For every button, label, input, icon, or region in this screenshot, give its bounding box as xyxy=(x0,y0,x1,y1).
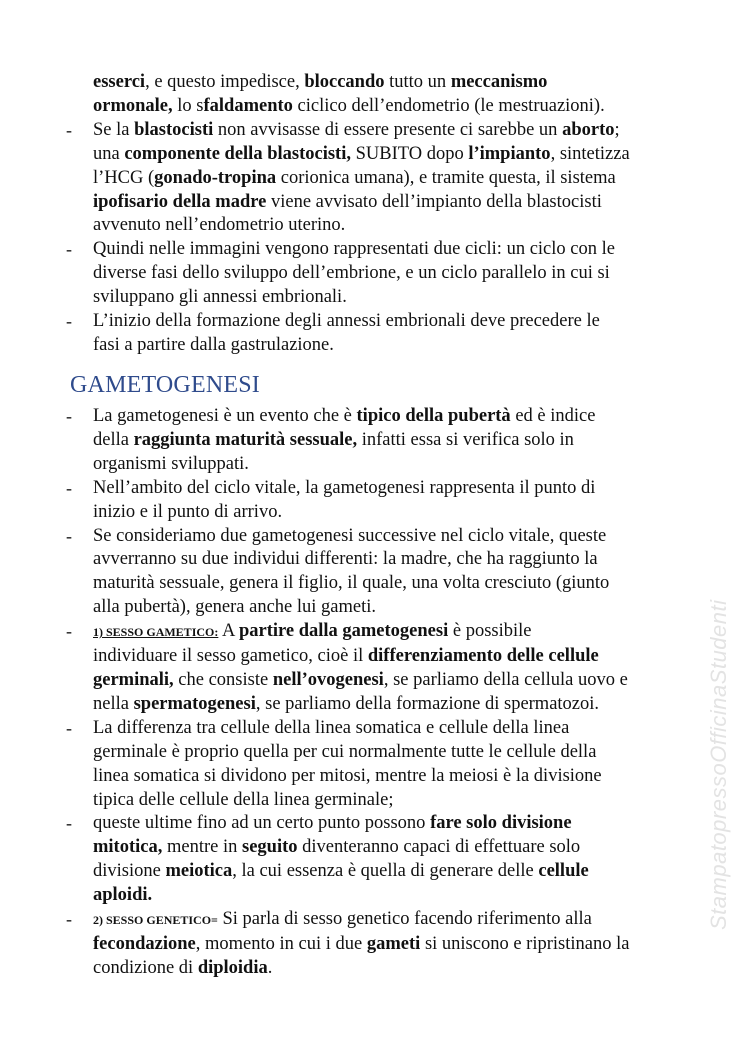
text-line xyxy=(93,405,706,429)
text-line xyxy=(93,548,706,572)
text-span: che consiste xyxy=(173,669,273,690)
dash-bullet-icon: - xyxy=(66,119,72,140)
bullet-item xyxy=(66,620,706,717)
text-span: una xyxy=(93,143,125,164)
text-span: fasi a partire dalla gastrulazione. xyxy=(93,334,334,355)
paragraph-block-intro xyxy=(66,71,706,358)
bold-text: partire dalla gametogenesi xyxy=(238,621,449,642)
text-line xyxy=(93,143,706,167)
dash-bullet-icon: - xyxy=(66,717,72,738)
dash-bullet-icon: - xyxy=(66,621,72,642)
dash-bullet-icon: - xyxy=(66,406,72,426)
text-span: , momento in cui i due xyxy=(195,933,367,954)
text-span: Se la xyxy=(93,119,135,140)
text-span: maturità sessuale, genera il figlio, il quale, una volta cresciuto (giunto xyxy=(93,573,610,594)
bold-text: bloccando xyxy=(304,72,385,92)
text-span: A xyxy=(218,621,239,642)
text-span: avvenuto nell’endometrio uterino. xyxy=(93,215,346,236)
bold-text: diploidia xyxy=(197,957,268,978)
bullet-item xyxy=(66,812,706,908)
text-span: L’inizio della formazione degli annessi embrionali deve precedere le xyxy=(93,311,600,332)
text-span: , e questo impedisce, xyxy=(145,72,305,92)
text-line xyxy=(93,262,706,286)
text-line xyxy=(93,572,706,596)
bold-text: l’impianto xyxy=(468,143,551,164)
text-line xyxy=(93,620,706,645)
text-span: inizio e il punto di arrivo. xyxy=(93,501,283,522)
text-line xyxy=(93,693,706,717)
text-span: La differenza tra cellule della linea somatica e cellule della linea xyxy=(93,717,570,738)
text-line xyxy=(93,429,706,453)
bold-text: gameti xyxy=(366,933,421,954)
bold-text: esserci xyxy=(93,72,146,92)
bold-text: blastocisti xyxy=(134,119,214,140)
text-span: germinale è proprio quella per cui normalmente tutte le cellule della xyxy=(93,741,597,762)
bullet-item xyxy=(66,908,706,981)
dash-bullet-icon: - xyxy=(66,239,72,260)
bullet-item xyxy=(66,310,706,358)
bullet-item xyxy=(66,717,706,813)
text-span: infatti essa si verifica solo in xyxy=(357,429,574,450)
text-line xyxy=(93,310,706,334)
text-line xyxy=(93,860,706,884)
bold-text: ipofisario della madre xyxy=(93,191,267,212)
bold-text: fecondazione xyxy=(93,933,196,954)
text-line xyxy=(93,286,706,310)
bold-text: nell’ovogenesi xyxy=(272,669,384,690)
text-span: queste ultime fino ad un certo punto possono xyxy=(93,813,431,834)
dash-bullet-icon: - xyxy=(66,311,72,332)
text-line xyxy=(93,95,706,119)
text-span: l’HCG ( xyxy=(93,167,155,188)
bold-text: tipico della pubertà xyxy=(356,406,511,426)
text-span: tipica delle cellule della linea germinale; xyxy=(93,789,394,810)
text-span: SUBITO dopo xyxy=(350,143,469,164)
text-line xyxy=(93,884,706,908)
bold-text: aborto xyxy=(562,119,615,140)
text-line xyxy=(93,501,706,525)
text-span: organismi sviluppati. xyxy=(93,453,249,474)
bold-text: germinali, xyxy=(93,669,174,690)
text-line xyxy=(93,741,706,765)
text-line xyxy=(93,645,706,669)
bold-text: meccanismo xyxy=(450,72,548,92)
text-span: divisione xyxy=(93,861,166,882)
text-span: . xyxy=(267,957,273,978)
text-line xyxy=(93,71,706,95)
text-span: linea somatica si dividono per mitosi, mentre la meiosi è la divisione xyxy=(93,765,602,786)
text-span: , la cui essenza è quella di generare delle xyxy=(232,861,539,882)
bold-text: raggiunta maturità sessuale, xyxy=(133,429,358,450)
bullet-item xyxy=(66,119,706,239)
dash-bullet-icon: - xyxy=(66,813,72,834)
text-span: , se parliamo della formazione di spermatozoi. xyxy=(255,693,600,714)
bold-text: meiotica xyxy=(165,861,233,882)
text-line xyxy=(93,525,706,549)
bold-text: gonado-tropina xyxy=(154,167,277,188)
text-span: ; xyxy=(614,119,620,140)
bullet-item xyxy=(66,405,706,477)
text-span: La gametogenesi è un evento che è xyxy=(93,406,357,426)
text-span: è possibile xyxy=(448,621,532,642)
text-span: sviluppano gli annessi embrionali. xyxy=(93,287,347,308)
text-span: , se parliamo della cellula uovo e xyxy=(383,669,628,690)
bold-text: seguito xyxy=(242,837,298,858)
text-span: ciclico dell’endometrio (le mestruazioni). xyxy=(292,95,605,116)
text-line xyxy=(93,765,706,789)
text-span: tutto un xyxy=(384,72,451,92)
text-line xyxy=(93,596,706,620)
bullet-item xyxy=(66,238,706,310)
bold-text: fare solo divisione xyxy=(430,813,572,834)
text-span: condizione di xyxy=(93,957,198,978)
text-line xyxy=(93,789,706,813)
text-span: diventeranno capaci di effettuare solo xyxy=(297,837,581,858)
bold-text: spermatogenesi xyxy=(133,693,256,714)
text-span: Se consideriamo due gametogenesi successive nel ciclo vitale, queste xyxy=(93,525,607,546)
text-span: Nell’ambito del ciclo vitale, la gametogenesi rappresenta il punto di xyxy=(93,477,596,498)
text-line xyxy=(93,812,706,836)
bullet-item xyxy=(66,525,706,621)
paragraph-block-gametogenesi xyxy=(66,405,706,981)
bold-text: aploidi. xyxy=(93,885,153,906)
text-span: , sintetizza xyxy=(550,143,630,164)
bold-text: ormonale, xyxy=(93,95,173,116)
text-line xyxy=(93,669,706,693)
text-line xyxy=(93,191,706,215)
text-line xyxy=(93,836,706,860)
text-line xyxy=(93,214,706,238)
text-span: Si parla di sesso genetico facendo riferimento alla xyxy=(217,909,592,930)
text-span: corionica umana), e tramite questa, il sistema xyxy=(276,167,616,188)
text-line xyxy=(93,477,706,501)
bold-text: cellule xyxy=(538,861,589,882)
text-line xyxy=(93,119,706,143)
text-span: nella xyxy=(93,693,134,714)
section-label: 1) SESSO GAMETICO: xyxy=(93,625,219,640)
dash-bullet-icon: - xyxy=(66,477,72,498)
text-span: alla pubertà), genera anche lui gameti. xyxy=(93,597,377,618)
section-heading-gametogenesi: GAMETOGENESI xyxy=(70,372,260,398)
text-span: Quindi nelle immagini vengono rappresentati due cicli: un ciclo con le xyxy=(93,239,615,260)
dash-bullet-icon: - xyxy=(66,525,72,546)
text-span: diverse fasi dello sviluppo dell’embrione, e un ciclo parallelo in cui si xyxy=(93,263,610,284)
text-line xyxy=(93,908,706,933)
bold-text: faldamento xyxy=(203,95,293,116)
text-line xyxy=(93,717,706,741)
text-line xyxy=(93,957,706,981)
text-line xyxy=(93,453,706,477)
dash-bullet-icon: - xyxy=(66,909,72,930)
watermark: StampatopressoOfficinaStudenti xyxy=(706,599,731,930)
bold-text: componente della blastocisti, xyxy=(124,143,351,164)
bullet-item xyxy=(66,477,706,525)
text-span: ed è indice xyxy=(510,406,596,426)
bold-text: differenziamento delle cellule xyxy=(367,646,599,667)
text-span: lo s xyxy=(172,95,204,116)
text-span: della xyxy=(93,429,134,450)
paragraph-continuation xyxy=(66,71,706,119)
text-line xyxy=(93,334,706,358)
text-span: mentre in xyxy=(162,837,242,858)
bold-text: mitotica, xyxy=(93,837,163,858)
text-span: avverranno su due individui differenti: la madre, che ha raggiunto la xyxy=(93,549,598,570)
text-span: individuare il sesso gametico, cioè il xyxy=(93,646,368,667)
text-span: non avvisasse di essere presente ci sarebbe un xyxy=(213,119,563,140)
text-span: viene avvisato dell’impianto della blastocisti xyxy=(266,191,602,212)
text-line xyxy=(93,167,706,191)
text-line xyxy=(93,238,706,262)
section-label: 2) SESSO GENETICO= xyxy=(93,913,218,928)
text-span: si uniscono e ripristinano la xyxy=(420,933,630,954)
text-line xyxy=(93,933,706,957)
